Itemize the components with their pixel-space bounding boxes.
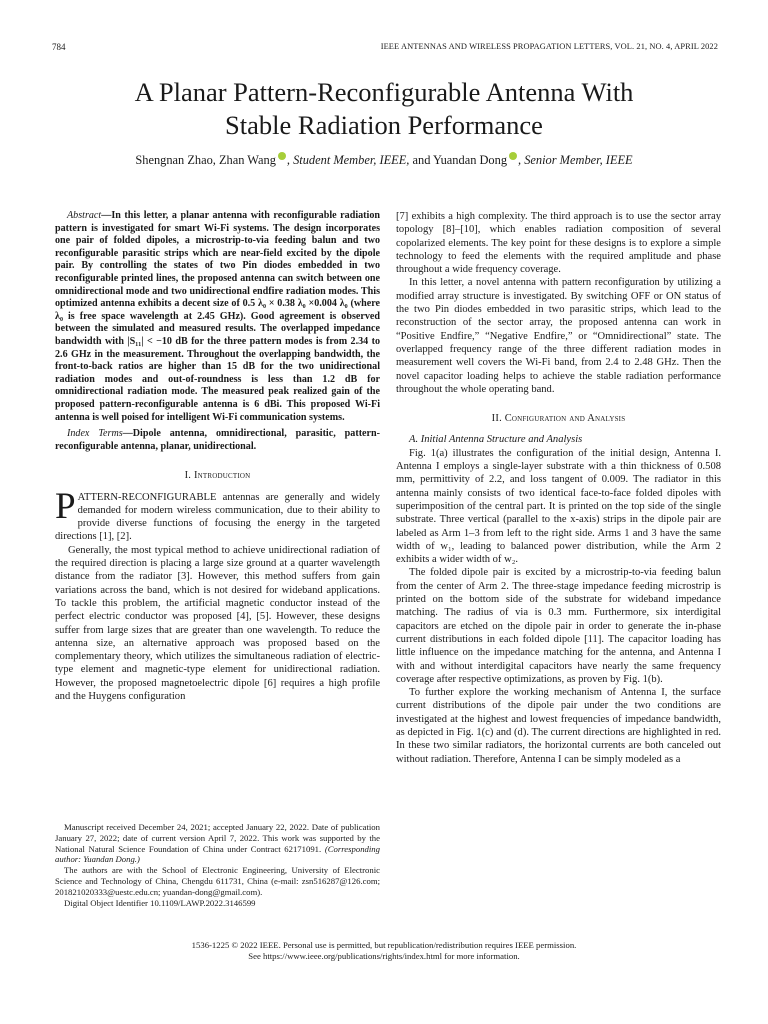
section-heading-configuration: II. Configuration and Analysis (491, 413, 626, 425)
index-terms (55, 428, 380, 453)
paper-title (40, 76, 728, 142)
abstract-text: —In this letter, a planar antenna with reconfigurable radiation pattern is investigated for smart Wi-Fi systems. The design incorporates one pair of folded dipoles, a microstrip-to-via feeding balun and two reconfigurable parasitic strips which are near-field excited by the dipole pair. By controlling the states of two Pin diodes embedded in two reconfigurable printed lines, the proposed antenna can switch between one omnidirectional mode and two unidirectional endfire radiation modes. This optimized antenna exhibits a decent size of 0.5 λ₀ × 0.38 λ₀ ×0.004 λ₀ (where λ₀ is free space wavelength at 2.45 GHz). Good agreement is observed between the simulated and measured results. The overlapped impedance bandwidth with |S₁₁| < −10 dB for the three pattern modes is from 2.34 to 2.6 GHz in the measurement. Throughout the overlapping bandwidth, the front-to-back ratios are higher than 15 dB for the two unidirectional radiation modes and out-of-roundness is less than 1.2 dB for omnidirectional radiation mode. The measured peak realized gain of the proposed pattern-reconfigurable antenna is 6 dBi. This proposed Wi-Fi antenna is well poised for intelligent Wi-Fi communication systems. (55, 210, 380, 423)
journal-info: IEEE ANTENNAS AND WIRELESS PROPAGATION LETTERS, VOL. 21, NO. 4, APRIL 2022 (380, 42, 718, 51)
copyright-notice (40, 940, 728, 962)
index-terms-text: —Dipole antenna, omnidirectional, parasitic, pattern-reconfigurable antenna, planar, unidirectional. (55, 428, 380, 452)
section-heading-introduction: I. Introduction (184, 470, 251, 482)
author-affiliation-1: , Student Member, IEEE, (286, 153, 410, 167)
copyright-line-2: See https://www.ieee.org/publications/rights/index.html for more information. (248, 951, 520, 961)
right-paragraph-5: To further explore the working mechanism of Antenna I, the surface current distributions of the dipole pair under the two conditions are investigated at the highest and lowest frequencies of impedance bandwidth, as depicted in Fig. 1(c) and (d). The current directions are highlighted in red. In these two similar radiators, the horizontal currents are both canceled out without radiation. Therefore, Antenna I can be simply modeled as a (396, 687, 721, 765)
right-paragraph-1: [7] exhibits a high complexity. The third approach is to use the sector array topology [8]–[10], which enables radiation composition of several copolarized elements. The key point for these designs is to explore a simple technology to feed the elements with the required amplitude and phase throughout a wide frequency coverage. (396, 211, 721, 276)
orcid-icon[interactable] (509, 152, 517, 160)
title-line-2: Stable Radiation Performance (225, 110, 543, 140)
intro-paragraph-2: Generally, the most typical method to achieve unidirectional radiation of the required direction is placing a large size ground at a quarter wavelength distance from the radiator [3]. However, this method suffers from gain variations across the band, which is not desired for wideband applications. To tackle this problem, the artificial magnetic conductor instead of the perfect electric conductor was proposed [4], [5]. However, these designs suffer from large sizes that are greater than one wavelength. To reduce the antenna size, an alternative approach was proposed based on the complementary theory, which utilizes the simultaneous radiation of electric-type element and magnetic-type element for unidirectional radiation. However, the proposed magnetoelectric dipole [6] requires a high profile and the Huygens configuration (55, 544, 380, 703)
author-list (40, 152, 728, 168)
footnote (55, 822, 380, 908)
orcid-icon[interactable] (278, 152, 286, 160)
footnote-manuscript (55, 822, 380, 865)
author-affiliation-2: , Senior Member, IEEE (518, 153, 633, 167)
abstract (55, 210, 380, 424)
intro-paragraph-1 (55, 485, 380, 544)
corresponding-author: (Corresponding author: Yuandan Dong.) (55, 843, 380, 865)
right-paragraph-3: Fig. 1(a) illustrates the configuration of the initial design, Antenna I. Antenna I employs a single-layer substrate with a thin thickness of 0.508 mm, permittivity of 2.2, and loss tangent of 0.009. The radiator in this antenna mainly consists of two identical face-to-face folded dipoles with superimposition of the central part. It is printed on the top side of the single substrate. Three vertical (parallel to the x-axis) strips in the dipole pair are labeled as Arm 1–3 from left to the right side. Arms 1 and 3 have the same width of w₁, leading to balanced power distribution, while the Arm 2 exhibits a wider width of w₂. (396, 447, 721, 566)
drop-cap: P (55, 485, 76, 527)
footnote-affiliation: The authors are with the School of Electronic Engineering, University of Electronic Science and Technology of China, Chengdu 611731, China (e-mail: zsn516287@126.com; 201821020333@uestc.edu.cn; yuandan-dong@gmail.com). (55, 865, 380, 897)
or-text: or (650, 290, 666, 302)
intro-paragraph-1-text: ATTERN-RECONFIGURABLE antennas are generally and widely demanded for modern wireless communication, due to their ability to provide diverse functions of focusing the energy in the targeted directions [1], [2]. (55, 491, 380, 543)
on-state: ON (666, 290, 682, 302)
right-paragraph-2-end: status of the two Pin diodes embedded in two parasitic strips, which lead to the reconstruction of the sector array, the proposed antenna can work in “Positive Endfire,” “Negative Endfire,” or “Omnidirectional” state. The overlapped frequency range of the three different radiation modes in measurement well covers the Wi-Fi band, from 2.4 to 2.48 GHz. Then the novel capacitor loading helps to achieve the stable radiation performance throughout the whole operating band. (396, 290, 721, 395)
title-line-1: A Planar Pattern-Reconfigurable Antenna With (134, 77, 634, 107)
right-paragraph-4: The folded dipole pair is excited by a microstrip-to-via feeding balun from the center of Arm 2. The three-stage impedance feeding microstrip is printed on the bottom side of the substrate for wideband impedance matching. The radius of via is 0.3 mm. Furthermore, six interdigital capacitors are etched on the dipole pair in order to generate the in-phase current distributions in each folded dipole [11]. The capacitor loading has little influence on the impedance matching for the antenna, and Antenna I with and without interdigital capacitors have nearly the same frequency coverage after respective optimizations, as proven by Fig. 1(b). (396, 567, 721, 685)
subsection-heading-a: A. Initial Antenna Structure and Analysis (409, 434, 583, 446)
footnote-doi: Digital Object Identifier 10.1109/LAWP.2022.3146599 (64, 897, 256, 908)
page-header (52, 42, 718, 54)
abstract-lead: Abstract (67, 210, 102, 221)
footnote-manuscript-text: Manuscript received December 24, 2021; accepted January 22, 2022. Date of publication January 27, 2022; date of current version April 7, 2022. This work was supported by the National Natural Science Foundation of China under Contract 62171091. (55, 822, 380, 854)
page-number: 784 (52, 42, 66, 52)
off-state: OFF (630, 290, 651, 302)
author-names-1: Shengnan Zhao, Zhan Wang (135, 153, 276, 167)
index-terms-lead: Index Terms (67, 428, 123, 440)
left-column (55, 210, 380, 703)
right-paragraph-2-start: In this letter, a novel antenna with pattern reconfiguration by utilizing a modified array structure is investigated. By switching (396, 277, 721, 302)
author-names-2: and Yuandan Dong (409, 153, 508, 167)
right-paragraph-2 (396, 276, 721, 396)
right-column (396, 210, 721, 766)
copyright-line-1: 1536-1225 © 2022 IEEE. Personal use is permitted, but republication/redistribution requires IEEE permission. (191, 940, 577, 950)
